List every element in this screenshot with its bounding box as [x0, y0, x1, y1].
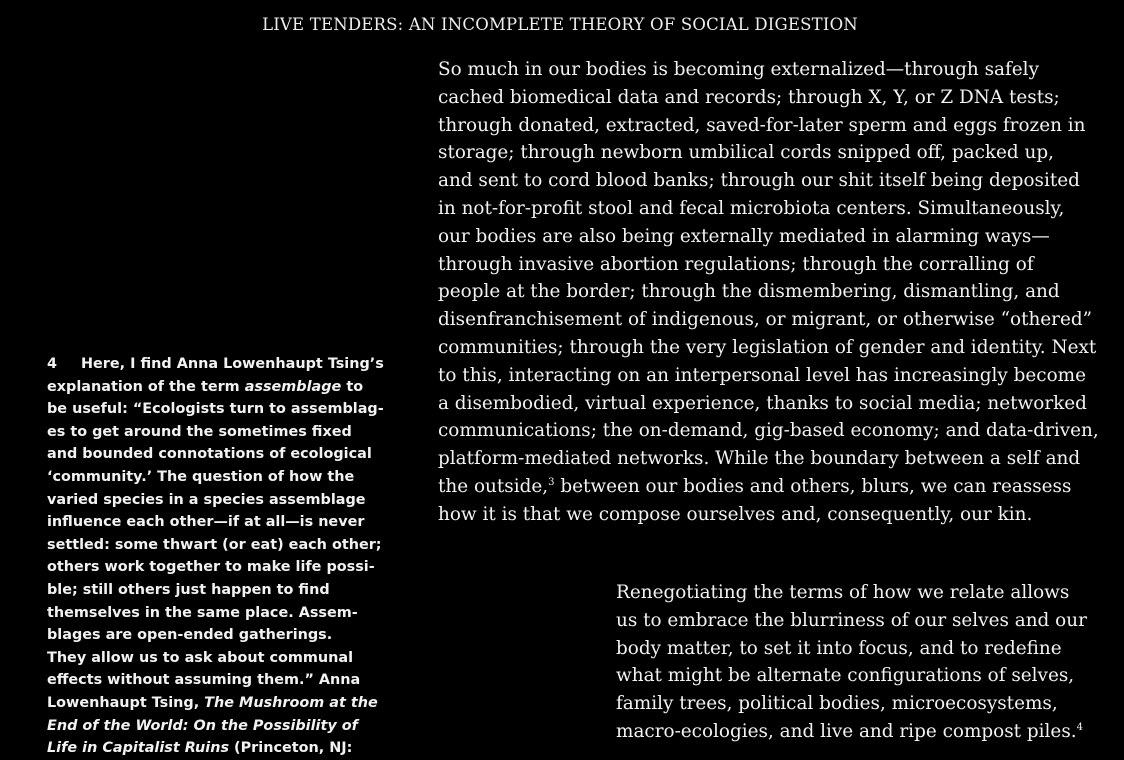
- book-title: End of the World: On the Possibility of: [47, 717, 358, 734]
- text-line: blages are open-ended gatherings.: [47, 627, 333, 644]
- text-fragment: to: [341, 378, 364, 395]
- text-line: to this, interacting on an interpersonal level has increasingly become: [438, 364, 1086, 386]
- text-line: a disembodied, virtual experience, thanks to social media; networked: [438, 392, 1087, 414]
- book-title: Life in Capitalist Ruins: [47, 740, 230, 757]
- text-line: ble; still others just happen to find: [47, 581, 330, 598]
- text-line: and bounded connotations of ecological: [47, 446, 372, 463]
- text-line: es to get around the sometimes fixed: [47, 423, 352, 440]
- text-line: through invasive abortion regulations; through the corralling of: [438, 253, 1034, 275]
- text-line: disenfranchisement of indigenous, or migrant, or otherwise “othered”: [438, 309, 1093, 331]
- text-line: what might be alternate configurations of selves,: [616, 665, 1075, 687]
- text-line: in not-for-profit stool and fecal microbiota centers. Simultaneously,: [438, 197, 1065, 219]
- body-paragraph-2: [583, 579, 1087, 746]
- text-line: us to embrace the blurriness of our selves and our: [616, 609, 1087, 631]
- text-line: platform-mediated networks. While the boundary between a self and: [438, 448, 1081, 470]
- text-line: others work together to make life possi-: [47, 559, 375, 576]
- text-line: [47, 692, 378, 715]
- italic-term: assemblage: [244, 378, 342, 395]
- text-line: Renegotiating the terms of how we relate allows: [616, 582, 1070, 603]
- text-line: ‘community.’ The question of how the: [47, 468, 355, 485]
- text-fragment: Lowenhaupt Tsing,: [47, 694, 205, 711]
- text-fragment: between our bodies and others, blurs, we can reassess: [554, 475, 1072, 497]
- text-line: effects without assuming them.” Anna: [47, 672, 361, 689]
- text-line: varied species in a species assemblage: [47, 491, 366, 508]
- text-fragment: (Princeton, NJ:: [229, 740, 353, 757]
- footnote-ref-4[interactable]: 4: [1076, 721, 1083, 733]
- text-line: [47, 353, 384, 376]
- text-line: our bodies are also being externally mediated in alarming ways—: [438, 225, 1050, 247]
- text-fragment: explanation of the term: [47, 378, 245, 395]
- text-line: [583, 718, 1083, 746]
- text-fragment: macro-ecologies, and live and ripe compost piles.: [616, 720, 1077, 742]
- text-line: be useful: “Ecologists turn to assemblag-: [47, 401, 384, 418]
- text-line: through donated, extracted, saved-for-later sperm and eggs frozen in: [438, 114, 1086, 136]
- text-line: [404, 473, 1074, 501]
- text-line: cached biomedical data and records; through X, Y, or Z DNA tests;: [438, 86, 1060, 108]
- body-paragraph-1: [404, 56, 1099, 529]
- text-line: They allow us to ask about communal: [47, 649, 354, 666]
- text-line: influence each other—if at all—is never: [47, 514, 365, 531]
- book-title: The Mushroom at the: [204, 694, 378, 711]
- running-head: LIVE TENDERS: AN INCOMPLETE THEORY OF SOCIAL DIGESTION: [262, 15, 858, 34]
- text-line: family trees, political bodies, microecosystems,: [616, 693, 1058, 715]
- text-line: [47, 715, 375, 738]
- text-line: how it is that we compose ourselves and, consequently, our kin.: [438, 503, 1033, 525]
- text-line: So much in our bodies is becoming externalized—through safely: [438, 59, 1039, 80]
- text-line: communications; the on-demand, gig-based economy; and data-driven,: [438, 420, 1099, 442]
- text-line: [47, 376, 375, 399]
- footnote-number: 4: [47, 356, 58, 372]
- footnote-ref-3[interactable]: 3: [548, 476, 555, 488]
- text-line: settled: some thwart (or eat) each other;: [47, 536, 382, 553]
- text-fragment: the outside,: [438, 475, 549, 497]
- text-line: body matter, to set it into focus, and to redefine: [616, 637, 1062, 659]
- text-fragment: Here, I find Anna Lowenhaupt Tsing’s: [81, 356, 384, 372]
- text-line: communities; through the very legislation of gender and identity. Next: [438, 336, 1097, 358]
- text-line: [47, 737, 375, 760]
- text-line: themselves in the same place. Assem-: [47, 604, 358, 621]
- text-line: people at the border; through the dismembering, dismantling, and: [438, 281, 1060, 303]
- text-line: and sent to cord blood banks; through our shit itself being deposited: [438, 170, 1080, 192]
- text-line: storage; through newborn umbilical cords snipped off, packed up,: [438, 142, 1054, 164]
- footnote-4: [47, 353, 384, 760]
